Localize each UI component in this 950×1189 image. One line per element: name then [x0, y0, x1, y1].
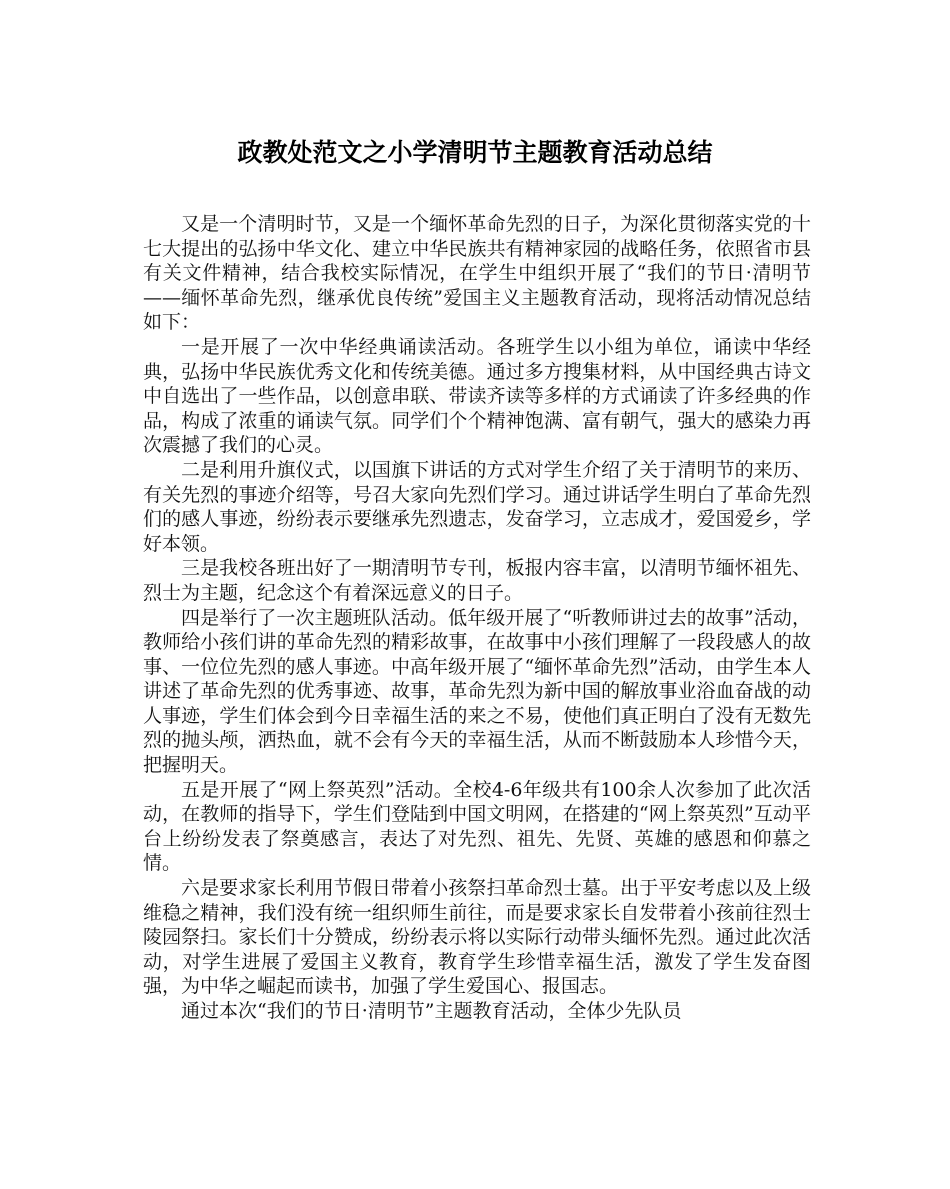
- paragraph-online-tribute: 五是开展了“网上祭英烈”活动。全校4-6年级共有100余人次参加了此次活动，在教师的指导下，学生们登陆到中国文明网，在搭建的“网上祭英烈”互动平台上纷纷发表了祭奠感言，表达了对先烈、祖先、先贤、英雄的感恩和仰慕之情。: [143, 778, 811, 875]
- paragraph-intro: 又是一个清明时节，又是一个缅怀革命先烈的日子，为深化贯彻落实党的十七大提出的弘扬中华文化、建立中华民族共有精神家园的战略任务，依照省市县有关文件精神，结合我校实际情况，在学生中组织开展了“我们的节日·清明节——缅怀革命先烈，继承优良传统”爱国主义主题教育活动，现将活动情况总结如下：: [143, 213, 811, 334]
- paragraph-tomb-sweeping: 六是要求家长利用节假日带着小孩祭扫革命烈士墓。出于平安考虑以及上级维稳之精神，我们没有统一组织师生前往，而是要求家长自发带着小孩前往烈士陵园祭扫。家长们十分赞成，纷纷表示将以实际行动带头缅怀先烈。通过此次活动，对学生进展了爱国主义教育，教育学生珍惜幸福生活，激发了学生发奋图强，为中华之崛起而读书，加强了学生爱国心、报国志。: [143, 877, 811, 998]
- paragraph-blackboard-issue: 三是我校各班出好了一期清明节专刊，板报内容丰富，以清明节缅怀祖先、烈士为主题，纪念这个有着深远意义的日子。: [143, 557, 811, 604]
- document-body: [143, 212, 811, 1024]
- paragraph-class-activity: 四是举行了一次主题班队活动。低年级开展了“听教师讲过去的故事”活动，教师给小孩们讲的革命先烈的精彩故事，在故事中小孩们理解了一段段感人的故事、一位位先烈的感人事迹。中高年级开展了“缅怀革命先烈”活动，由学生本人讲述了革命先烈的优秀事迹、故事，革命先烈为新中国的解放事业浴血奋战的动人事迹，学生们体会到今日幸福生活的来之不易，使他们真正明白了没有无数先烈的抛头颅，洒热血，就不会有今天的幸福生活，从而不断鼓励本人珍惜今天，把握明天。: [143, 606, 811, 777]
- page-title: 政教处范文之小学清明节主题教育活动总结: [237, 138, 713, 167]
- paragraph-flag-ceremony: 二是利用升旗仪式，以国旗下讲话的方式对学生介绍了关于清明节的来历、有关先烈的事迹介绍等，号召大家向先烈们学习。通过讲话学生明白了革命先烈们的感人事迹，纷纷表示要继承先烈遗志，发奋学习，立志成才，爱国爱乡，学好本领。: [143, 458, 811, 555]
- paragraph-conclusion: 通过本次“我们的节日·清明节”主题教育活动，全体少先队员: [181, 1000, 682, 1022]
- paragraph-classics-reading: 一是开展了一次中华经典诵读活动。各班学生以小组为单位，诵读中华经典，弘扬中华民族优秀文化和传统美德。通过多方搜集材料，从中国经典古诗文中自选出了一些作品，以创意串联、带读齐读等多样的方式诵读了许多经典的作品，构成了浓重的诵读气氛。同学们个个精神饱满、富有朝气，强大的感染力再次震撼了我们的心灵。: [143, 335, 811, 457]
